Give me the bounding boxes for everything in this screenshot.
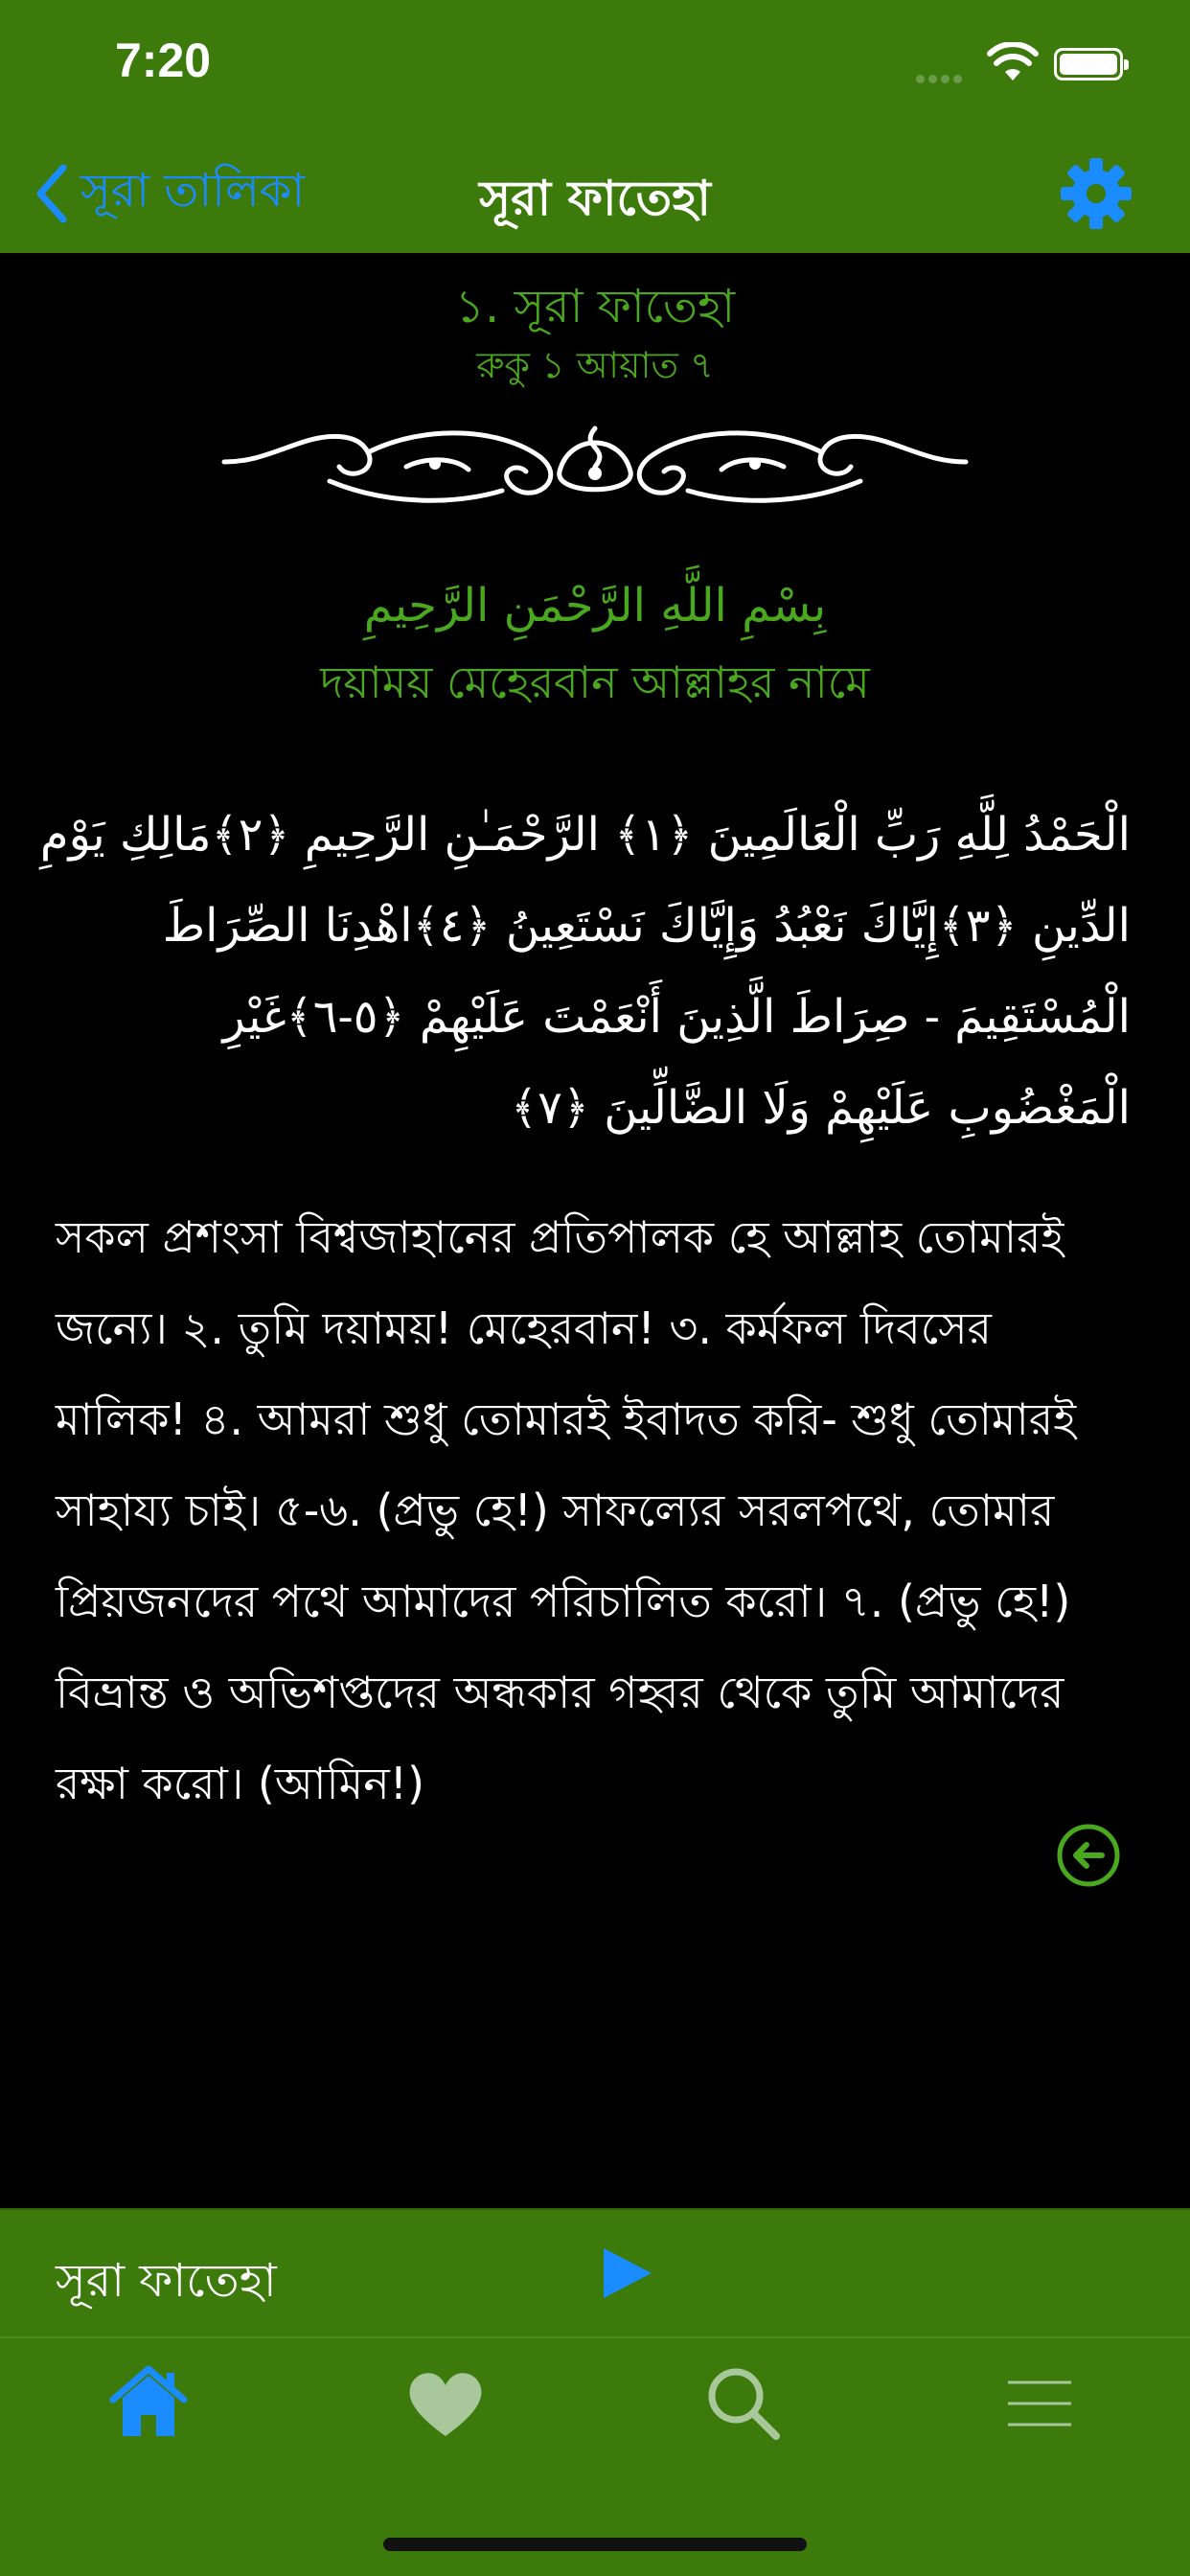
tab-favorites[interactable] [402,2359,489,2446]
arabic-line: الْحَمْدُ لِلَّهِ رَبِّ الْعَالَمِينَ ﴿١﴾ الرَّحْمَـٰنِ الرَّحِيمِ ﴿٢﴾مَالِكِ يَوْمِ [39,808,1131,862]
tab-search[interactable] [699,2359,786,2446]
surah-content [0,253,1190,2208]
audio-player [0,2208,1190,2336]
status-bar [0,0,1190,134]
chevron-left-icon [33,162,71,225]
translation-line: প্রিয়জনদের পথে আমাদের পরিচালিত করো। ৭. (প্রভু হে!) [56,1576,1071,1627]
translation-line: সাহায্য চাই। ৫-৬. (প্রভু হে!) সাফল্যের সরলপথে, তোমার [56,1484,1055,1536]
arabic-line: الْمُسْتَقِيمَ - صِرَاطَ الَّذِينَ أَنْعَمْتَ عَلَيْهِمْ ﴿٥-٦﴾غَيْرِ [222,990,1131,1044]
heart-icon [402,2359,489,2446]
navigation-bar [0,134,1190,253]
search-icon [699,2359,786,2446]
tab-home[interactable] [105,2359,192,2446]
translation-line: রক্ষা করো। (আমিন!) [56,1758,425,1809]
back-button-label: সূরা তালিকা [80,163,306,218]
circle-arrow-left-icon[interactable] [1056,1823,1121,1888]
home-indicator [383,2538,807,2551]
arabic-verses [39,790,1131,1154]
menu-icon [996,2359,1083,2446]
battery-icon [1054,48,1123,80]
translation-line: মালিক! ৪. আমরা শুধু তোমারই ইবাদত করি- শুধু তোমারই [56,1393,1077,1445]
ornament-divider [215,414,975,519]
play-icon[interactable] [598,2244,655,2302]
arabic-line: الدِّينِ ﴿٣﴾إِيَّاكَ نَعْبُدُ وَإِيَّاكَ نَسْتَعِينُ ﴿٤﴾اهْدِنَا الصِّرَاطَ [162,899,1131,953]
bangla-translation [56,1192,1148,1829]
page-title: সূরা ফাতেহা [479,171,711,226]
status-time: 7:20 [115,34,212,87]
player-title: সূরা ফাতেহা [56,2254,277,2308]
translation-line: জন্যে। ২. তুমি দয়াময়! মেহেরবান! ৩. কর্মফল দিবসের [56,1302,992,1354]
bismillah-translation: দয়াময় মেহেরবান আল্লাহর নামে [320,656,870,708]
surah-name: ১. সূরা ফাতেহা [454,280,736,334]
bismillah-arabic: بِسْمِ اللَّهِ الرَّحْمَنِ الرَّحِيمِ [363,579,827,632]
wifi-icon [987,42,1039,82]
translation-line: সকল প্রশংসা বিশ্বজাহানের প্রতিপালক হে আল্লাহ তোমারই [56,1211,1064,1263]
home-icon [105,2359,192,2446]
surah-info: রুকু ১ আয়াত ৭ [476,344,714,386]
gear-icon[interactable] [1060,157,1133,230]
tab-menu[interactable] [996,2359,1083,2446]
translation-line: বিভ্রান্ত ও অভিশপ্তদের অন্ধকার গহ্বর থেকে তুমি আমাদের [56,1667,1064,1718]
arabic-line: الْمَغْضُوبِ عَلَيْهِمْ وَلَا الضَّالِّينَ ﴿٧﴾ [510,1081,1131,1135]
back-button[interactable] [33,155,305,232]
cellular-signal-icon [916,69,966,87]
